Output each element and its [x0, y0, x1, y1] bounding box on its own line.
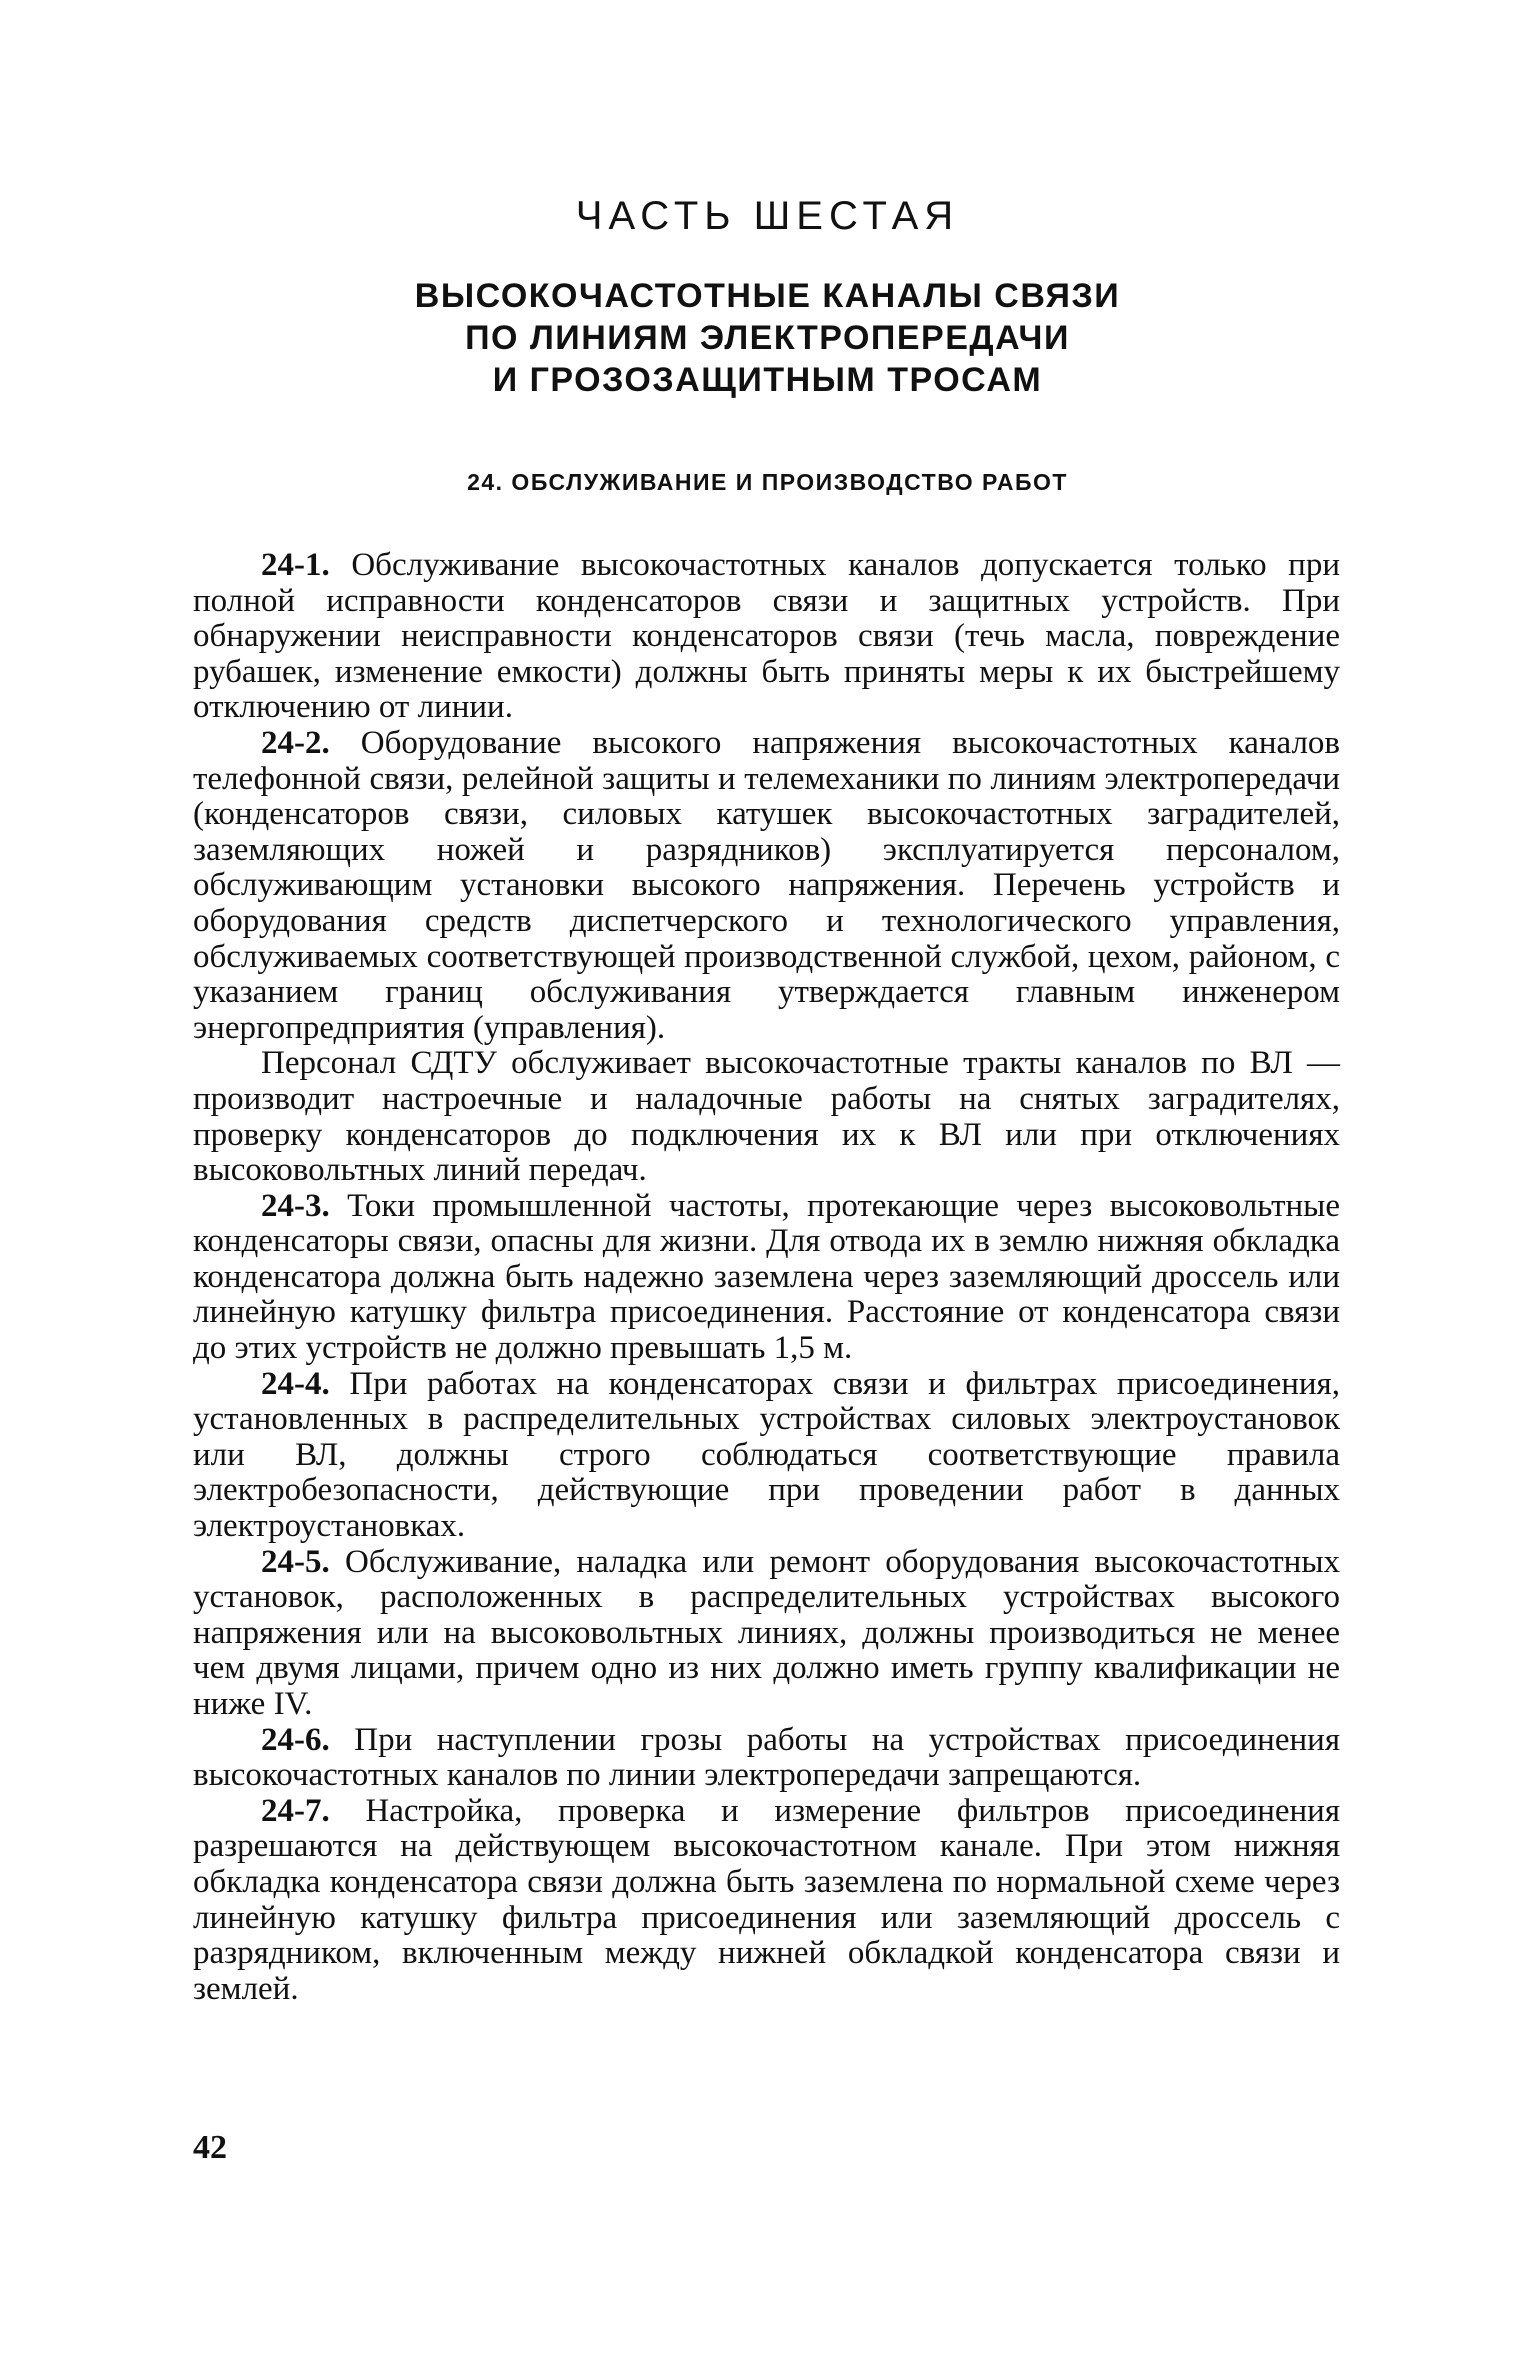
- section-title-line: И ГРОЗОЗАЩИТНЫМ ТРОСАМ: [492, 361, 1043, 399]
- paragraph-24-6: [193, 1723, 1340, 1794]
- part-title: ЧАСТЬ ШЕСТАЯ: [575, 194, 960, 238]
- paragraph-24-7: [193, 1794, 1340, 2008]
- section-title-line: ПО ЛИНИЯМ ЭЛЕКТРОПЕРЕДАЧИ: [465, 319, 1070, 357]
- clause-number: 24-4.: [261, 1365, 330, 1402]
- section-title: [0, 275, 1535, 401]
- body-text: [193, 548, 1340, 2007]
- paragraph-text: Настройка, проверка и измерение фильтров присоединения разрешаются на действующем высокочастотном канале. При этом нижняя обкладка конденсатора связи должна быть заземлена по нормальной схеме через линейную катушку фильтра присоединения или заземляющий дроссель с разрядником, включенным между нижней обкладкой конденсатора связи и землей.: [193, 1792, 1340, 2007]
- paragraph-24-2: [193, 726, 1340, 1046]
- paragraph-text: Обслуживание, наладка или ремонт оборудования высокочастотных установок, расположенных в распределительных устройствах высокого напряжения или на высоковольтных линиях, должны производиться не менее чем двумя лицами, причем одно из них должно иметь группу квалификации не ниже IV.: [193, 1543, 1340, 1722]
- paragraph-24-5: [193, 1545, 1340, 1723]
- clause-number: 24-7.: [261, 1792, 330, 1829]
- section-title-line: ВЫСОКОЧАСТОТНЫЕ КАНАЛЫ СВЯЗИ: [414, 277, 1121, 315]
- clause-number: 24-6.: [261, 1721, 330, 1758]
- clause-number: 24-5.: [261, 1543, 330, 1580]
- paragraph-text: При работах на конденсаторах связи и фильтрах присоединения, установленных в распределительных устройствах силовых электроустановок или ВЛ, должны строго соблюдаться соответствующие правила электробезопасности, действующие при проведении работ в данных электроустановках.: [193, 1365, 1340, 1545]
- paragraph-text: Персонал СДТУ обслуживает высокочастотные тракты каналов по ВЛ — производит настроечные и наладочные работы на снятых заградителях, проверку конденсаторов до подключения их к ВЛ или при отключениях высоковольтных линий передач.: [193, 1045, 1340, 1189]
- clause-number: 24-2.: [261, 724, 330, 761]
- paragraph-text: Токи промышленной частоты, протекающие через высоковольтные конденсаторы связи, опасны для жизни. Для отвода их в землю нижняя обкладка конденсатора должна быть надежно заземлена через заземляющий дроссель или линейную катушку фильтра присоединения. Расстояние от конденсатора связи до этих устройств не должно превышать 1,5 м.: [193, 1187, 1340, 1367]
- paragraph-24-4: [193, 1367, 1340, 1545]
- paragraph-24-1: [193, 548, 1340, 726]
- chapter-heading: 24. ОБСЛУЖИВАНИЕ И ПРОИЗВОДСТВО РАБОТ: [467, 469, 1068, 495]
- paragraph-sdtu: [193, 1046, 1340, 1188]
- page-number: 42: [193, 2129, 227, 2166]
- paragraph-text: При наступлении грозы работы на устройствах присоединения высокочастотных каналов по линии электропередачи запрещаются.: [193, 1721, 1340, 1794]
- clause-number: 24-3.: [261, 1187, 330, 1224]
- paragraph-text: Обслуживание высокочастотных каналов допускается только при полной исправности конденсаторов связи и защитных устройств. При обнаружении неисправности конденсаторов связи (течь масла, повреждение рубашек, изменение емкости) должны быть приняты меры к их быстрейшему отключению от линии.: [193, 547, 1340, 726]
- paragraph-text: Оборудование высокого напряжения высокочастотных каналов телефонной связи, релейной защиты и телемеханики по линиям электропередачи (конденсаторов связи, силовых катушек высокочастотных заградителей, заземляющих ножей и разрядников) эксплуатируется персоналом, обслуживающим установки высокого напряжения. Перечень устройств и оборудования средств диспетчерского и технологического управления, обслуживаемых соответствующей производственной службой, цехом, районом, с указанием границ обслуживания утверждается главным инженером энергопредприятия (управления).: [193, 724, 1340, 1046]
- paragraph-24-3: [193, 1189, 1340, 1367]
- clause-number: 24-1.: [261, 547, 330, 583]
